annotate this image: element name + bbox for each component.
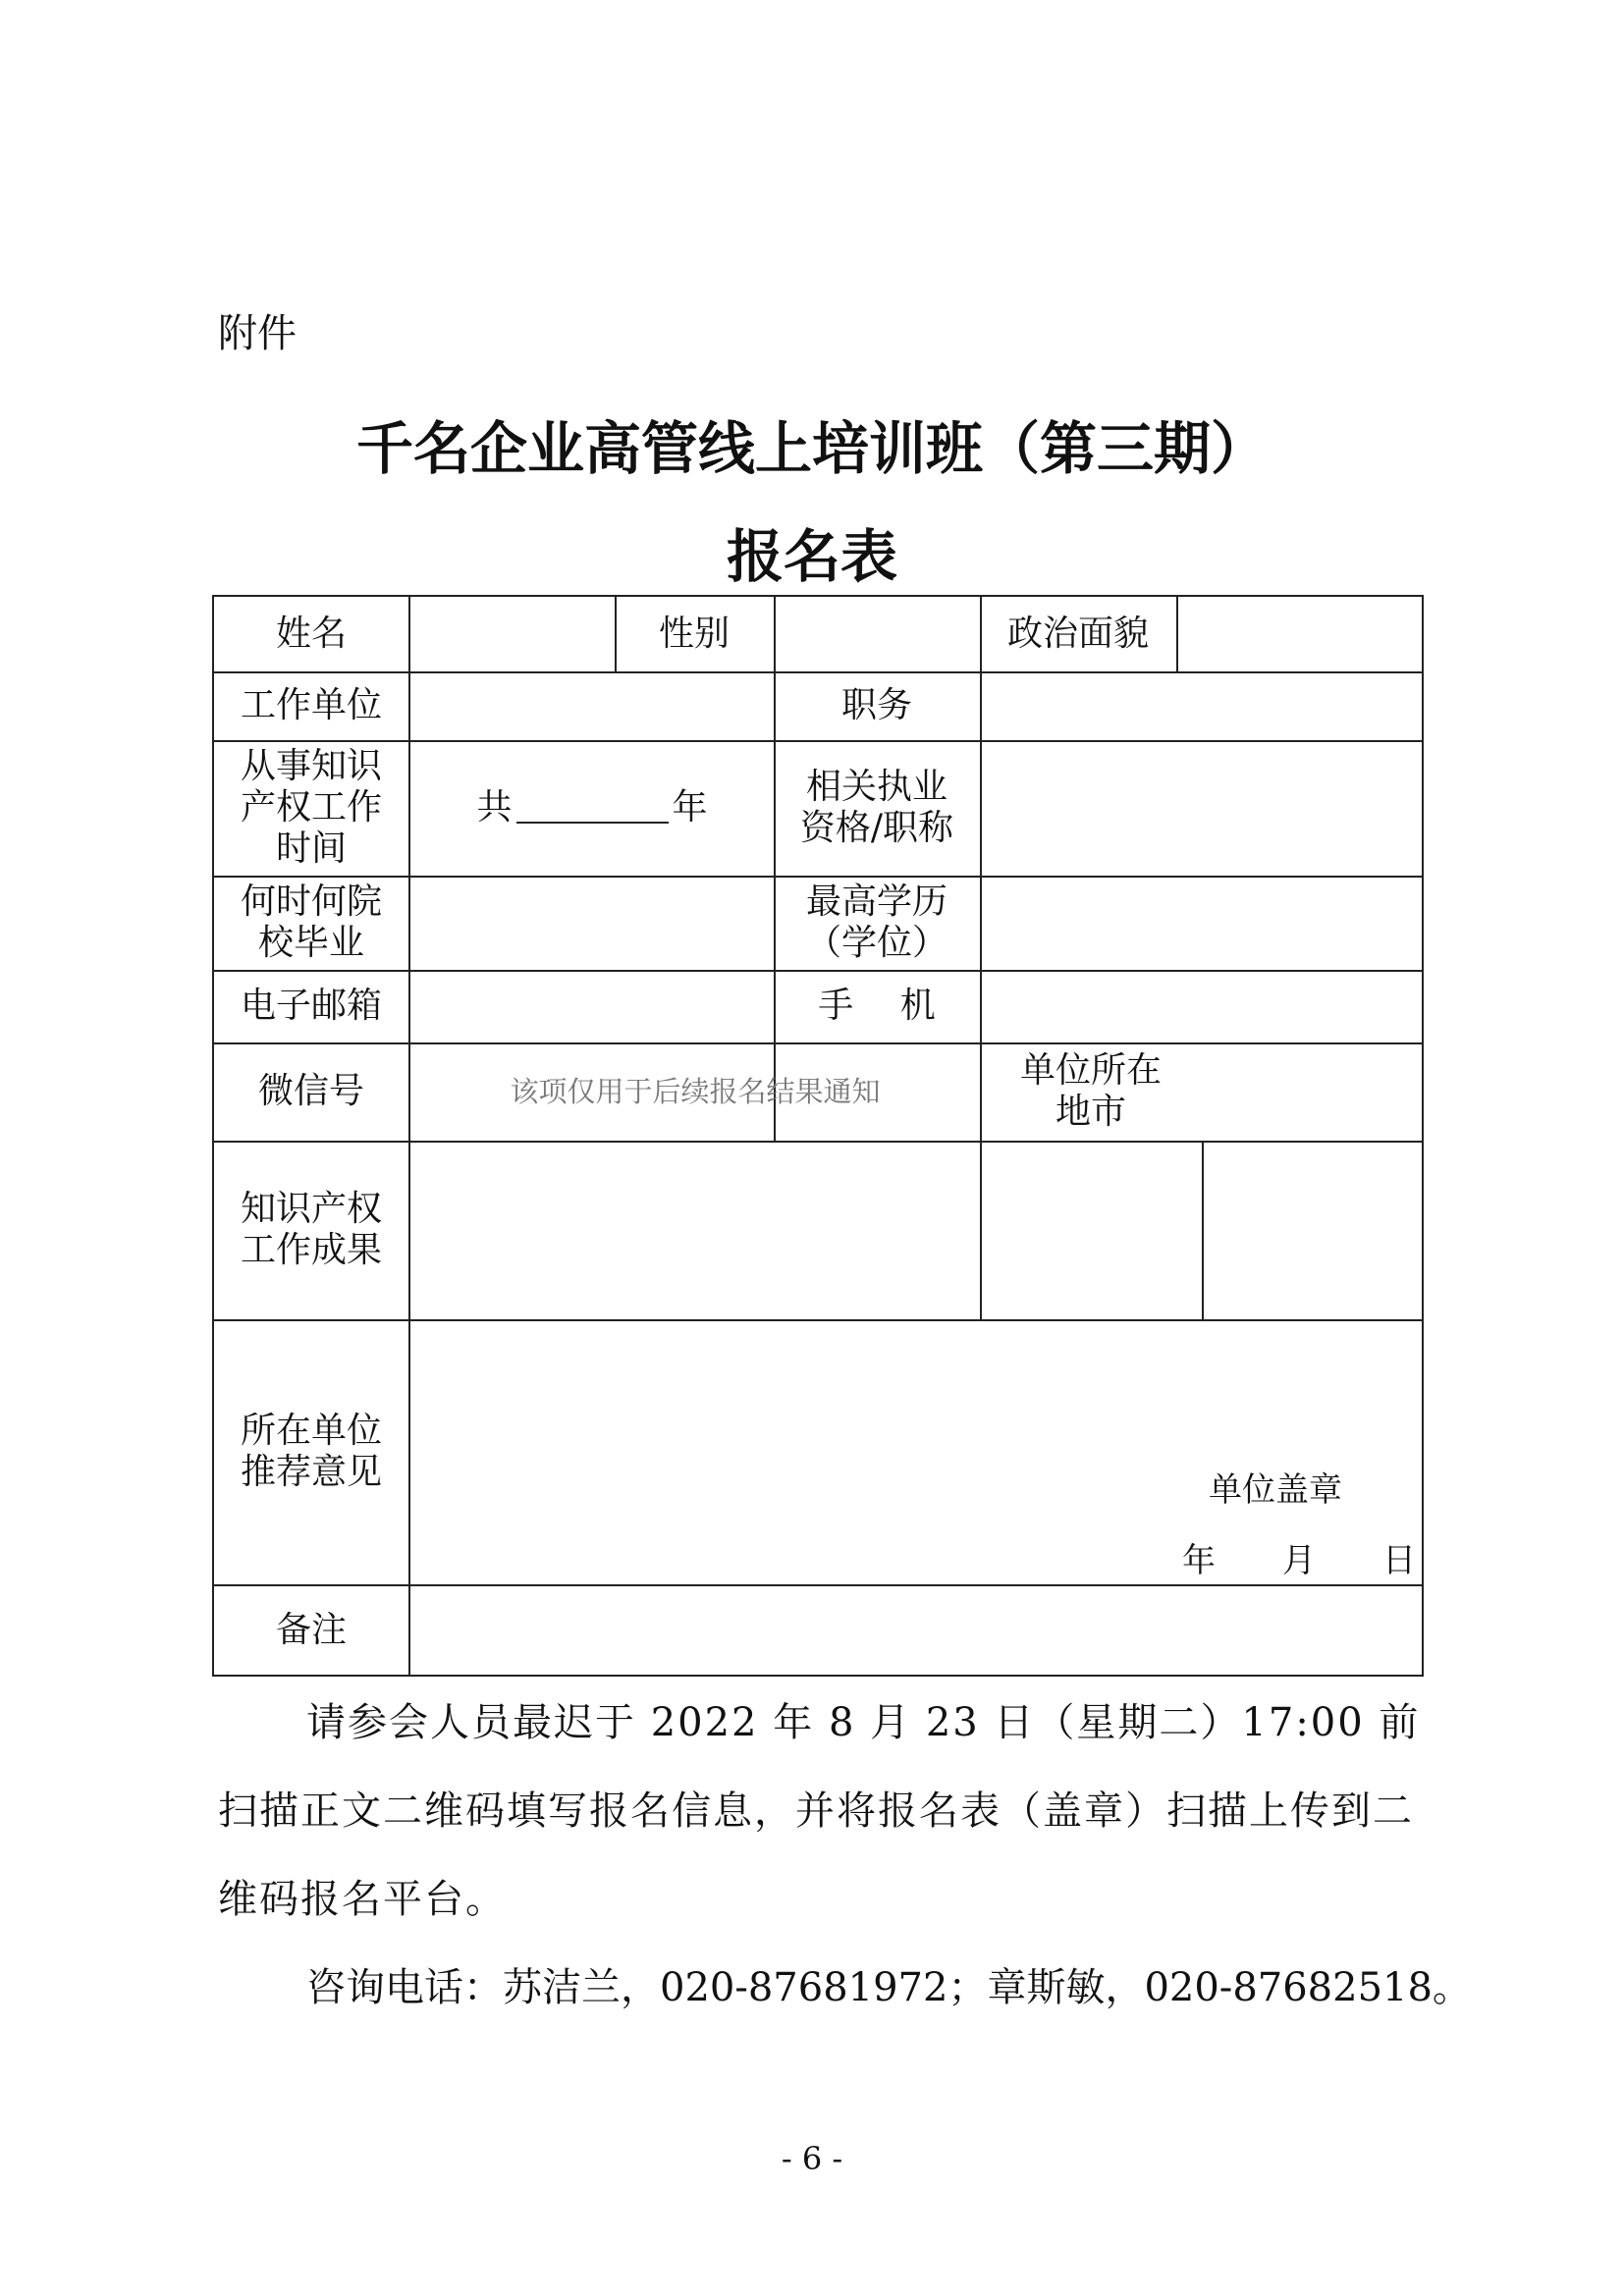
ip-achievements-label: 知识产权 工作成果 <box>240 1189 382 1270</box>
wechat-field[interactable]: 该项仅用于后续报名结果通知 <box>510 1075 881 1108</box>
city-field[interactable] <box>1204 1042 1424 1141</box>
contact-paragraph: 咨询电话：苏洁兰，020-87681972；章斯敏，020-87682518。 <box>306 1965 1472 2010</box>
name-field[interactable] <box>410 597 615 671</box>
stamp-date-label: 年 月 日 <box>1182 1541 1416 1580</box>
notice-paragraph: 请参会人员最迟于 2022 年 8 月 23 日（星期二）17:00 前扫描正文二维码填写报名信息，并将报名表（盖章）扫描上传到二维码报名平台。 <box>218 1700 1421 1922</box>
years-blank[interactable] <box>516 792 669 824</box>
employer-label: 工作单位 <box>240 685 382 725</box>
remarks-label: 备注 <box>275 1610 347 1650</box>
position-label: 职务 <box>840 685 912 725</box>
gender-field[interactable] <box>776 597 980 671</box>
form-subtitle: 报名表 <box>726 523 897 590</box>
mobile-field[interactable] <box>982 970 1424 1042</box>
mobile-label: 手 机 <box>818 986 936 1026</box>
registration-form-table <box>212 595 1424 1677</box>
wechat-label: 微信号 <box>257 1071 364 1111</box>
political-status-label: 政治面貌 <box>1006 614 1149 654</box>
graduation-field[interactable] <box>410 876 774 970</box>
ip-work-years-field[interactable]: 共 年 <box>476 787 708 828</box>
education-label: 最高学历 （学位） <box>805 881 947 963</box>
recommendation-label: 所在单位 推荐意见 <box>240 1411 382 1492</box>
email-label: 电子邮箱 <box>240 986 382 1026</box>
employer-field[interactable] <box>410 671 774 740</box>
education-field[interactable] <box>982 876 1424 970</box>
gender-label: 性别 <box>658 614 730 654</box>
position-field[interactable] <box>982 671 1424 740</box>
qualification-label: 相关执业 资格/职称 <box>799 767 954 848</box>
company-stamp-label: 单位盖章 <box>1209 1470 1342 1510</box>
email-field[interactable] <box>410 970 774 1042</box>
name-label: 姓名 <box>275 614 347 654</box>
attachment-label: 附件 <box>218 311 297 356</box>
city-label: 单位所在 地市 <box>1019 1050 1162 1132</box>
graduation-label: 何时何院 校毕业 <box>240 881 382 963</box>
form-title: 千名企业高管线上培训班（第三期） <box>355 415 1268 482</box>
ip-achievements-field[interactable] <box>410 1141 1424 1319</box>
page-number: - 6 - <box>781 2140 843 2177</box>
ip-work-years-label: 从事知识 产权工作 时间 <box>240 746 382 869</box>
remarks-field[interactable] <box>410 1584 1424 1677</box>
political-status-field[interactable] <box>1178 597 1424 671</box>
qualification-field[interactable] <box>982 740 1424 876</box>
